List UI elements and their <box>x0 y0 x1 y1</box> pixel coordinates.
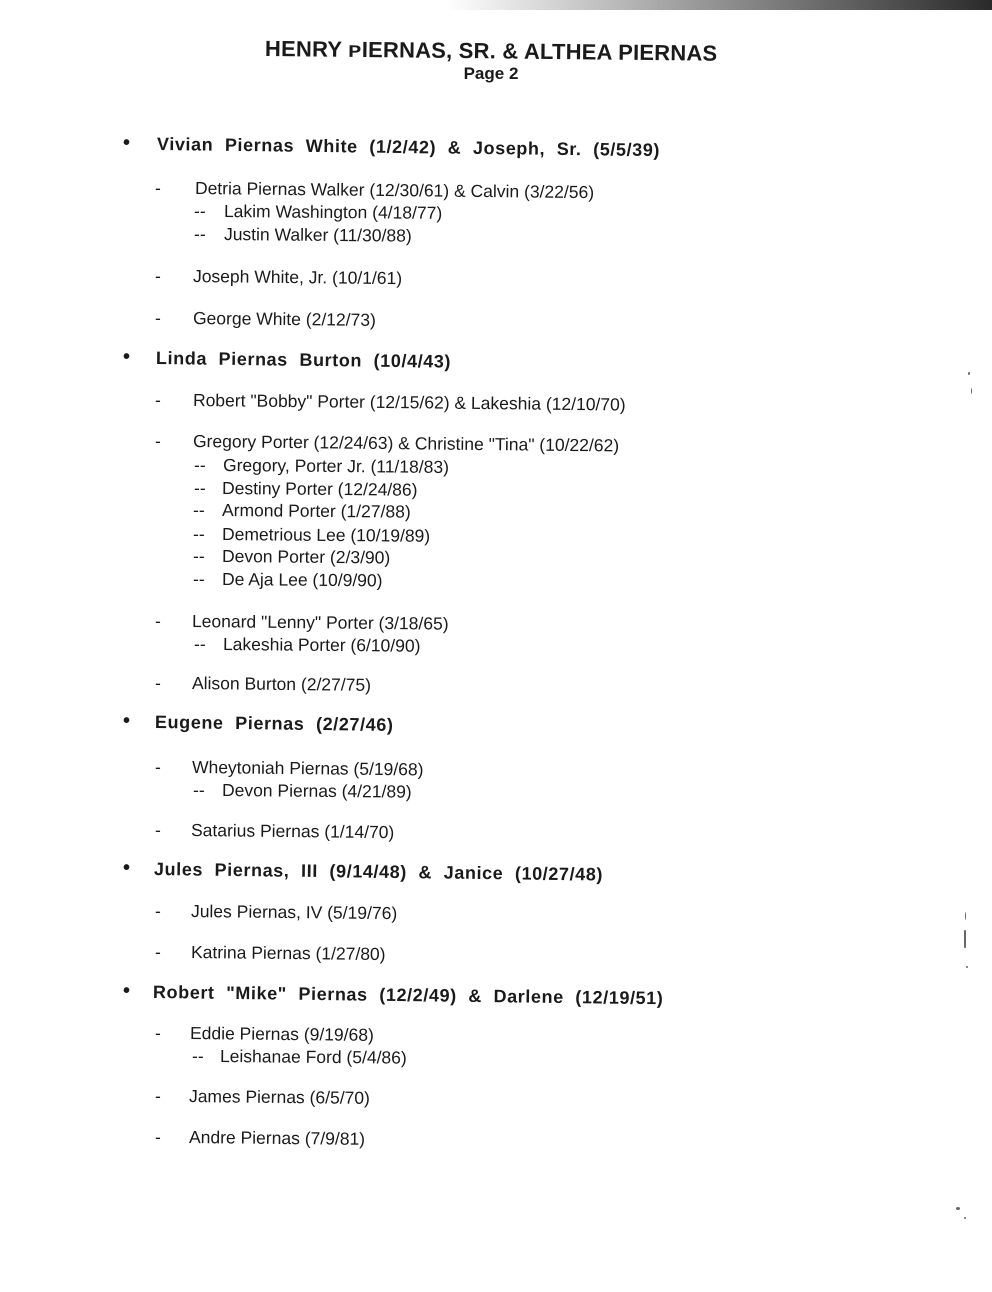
child-name: Joseph White, Jr. (10/1/61) <box>192 266 403 289</box>
child-dash-marker: - <box>155 178 161 198</box>
scan-speck <box>965 912 966 920</box>
grandchild-name: Demetrious Lee (10/19/89) <box>221 524 431 546</box>
grandchild-dash-marker: -- <box>194 201 206 221</box>
grandchild-name: Lakeshia Porter (6/10/90) <box>222 634 421 656</box>
grandchild-name: Destiny Porter (12/24/86) <box>221 478 418 500</box>
grandchild-dash-marker: -- <box>193 546 205 566</box>
scan-speck <box>971 388 972 394</box>
grandchild-dash-marker: -- <box>193 500 205 520</box>
bullet-marker: • <box>123 857 131 879</box>
child-name: Katrina Piernas (1/27/80) <box>190 942 386 965</box>
child-dash-marker: - <box>155 390 161 410</box>
page-title: HENRY ᴘIERNAS, SR. & ALTHEA PIERNAS <box>264 36 718 66</box>
grandchild-dash-marker: -- <box>194 478 206 498</box>
scan-speck <box>968 372 970 375</box>
child-name: Eddie Piernas (9/19/68) <box>189 1023 374 1045</box>
grandchild-name: Justin Walker (11/30/88) <box>223 224 412 246</box>
bullet-marker: • <box>123 710 131 732</box>
child-name: Jules Piernas, IV (5/19/76) <box>190 901 398 924</box>
child-name: James Piernas (6/5/70) <box>188 1086 371 1108</box>
family-heading: Linda Piernas Burton (10/4/43) <box>155 348 452 372</box>
grandchild-name: Lakim Washington (4/18/77) <box>223 201 443 223</box>
page-header <box>0 36 992 84</box>
child-name: Wheytoniah Piernas (5/19/68) <box>191 757 424 780</box>
child-dash-marker: - <box>155 757 161 777</box>
child-dash-marker: - <box>155 1127 161 1147</box>
family-heading: Jules Piernas, III (9/14/48) & Janice (10/27/48) <box>153 859 604 885</box>
bullet-marker: • <box>123 346 131 368</box>
scan-speck <box>956 1207 960 1210</box>
grandchild-name: Gregory, Porter Jr. (11/18/83) <box>222 455 450 477</box>
child-dash-marker: - <box>155 820 161 840</box>
child-name: George White (2/12/73) <box>192 308 376 330</box>
bullet-marker: • <box>123 980 131 1002</box>
child-name: Gregory Porter (12/24/63) & Christine "Tina" (10/22/62) <box>192 431 620 456</box>
scan-edge <box>0 0 992 10</box>
child-name: Leonard "Lenny" Porter (3/18/65) <box>191 611 449 634</box>
child-name: Detria Piernas Walker (12/30/61) & Calvin (3/22/56) <box>194 178 595 203</box>
child-dash-marker: - <box>155 431 161 451</box>
grandchild-name: Armond Porter (1/27/88) <box>221 500 411 522</box>
grandchild-dash-marker: -- <box>194 224 206 244</box>
family-heading: Vivian Piernas White (1/2/42) & Joseph, Sr. (5/5/39) <box>156 134 661 161</box>
family-heading: Eugene Piernas (2/27/46) <box>154 712 394 735</box>
bullet-marker: • <box>123 132 131 154</box>
child-name: Robert "Bobby" Porter (12/15/62) & Lakeshia (12/10/70) <box>192 390 626 415</box>
scan-speck <box>966 966 968 968</box>
child-dash-marker: - <box>155 673 161 693</box>
child-dash-marker: - <box>155 1023 161 1043</box>
grandchild-name: Leishanae Ford (5/4/86) <box>219 1046 407 1068</box>
grandchild-dash-marker: -- <box>194 634 206 654</box>
grandchild-dash-marker: -- <box>193 569 205 589</box>
child-dash-marker: - <box>155 308 161 328</box>
child-name: Alison Burton (2/27/75) <box>191 673 372 695</box>
grandchild-name: De Aja Lee (10/9/90) <box>221 569 383 591</box>
page-number: Page 2 <box>463 64 519 83</box>
child-name: Satarius Piernas (1/14/70) <box>190 820 395 843</box>
grandchild-dash-marker: -- <box>193 780 205 800</box>
grandchild-name: Devon Porter (2/3/90) <box>221 546 391 568</box>
child-name: Andre Piernas (7/9/81) <box>188 1127 366 1149</box>
grandchild-dash-marker: -- <box>194 455 206 475</box>
child-dash-marker: - <box>155 901 161 921</box>
scan-speck <box>964 930 966 948</box>
child-dash-marker: - <box>155 1086 161 1106</box>
child-dash-marker: - <box>155 266 161 286</box>
scan-speck <box>964 1217 966 1219</box>
grandchild-name: Devon Piernas (4/21/89) <box>221 780 412 802</box>
family-heading: Robert "Mike" Piernas (12/2/49) & Darlene (12/19/51) <box>152 982 664 1009</box>
grandchild-dash-marker: -- <box>193 524 205 544</box>
grandchild-dash-marker: -- <box>192 1046 204 1066</box>
child-dash-marker: - <box>155 942 161 962</box>
child-dash-marker: - <box>155 611 161 631</box>
